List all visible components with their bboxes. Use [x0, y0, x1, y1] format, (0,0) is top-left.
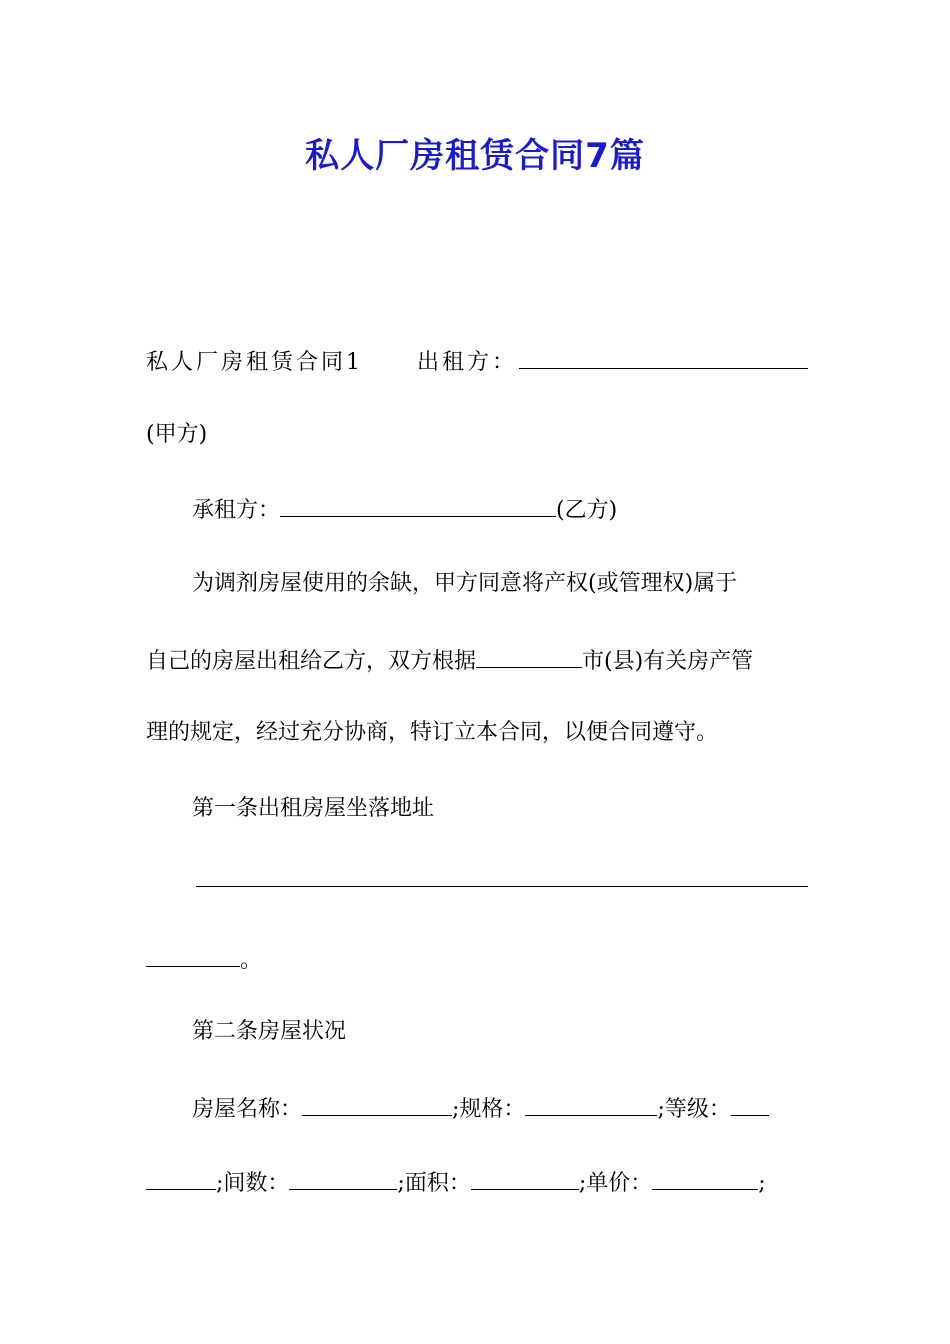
- address-blank-end: [146, 944, 240, 967]
- contract-heading-line: [146, 346, 808, 378]
- spec-blank: [525, 1093, 657, 1116]
- address-blank: [196, 864, 808, 887]
- house-name-blank: [302, 1093, 452, 1116]
- price-label: ;单价：: [578, 1171, 653, 1196]
- lessor-blank: [519, 346, 808, 369]
- lessee-label: 承租方：: [192, 498, 281, 523]
- spec-label: ;规格：: [452, 1097, 526, 1122]
- article-2-title: 第二条房屋状况: [192, 1019, 347, 1044]
- lessee-blank: [280, 494, 556, 517]
- grade-blank: [731, 1093, 769, 1116]
- rooms-label: ;间数：: [216, 1171, 290, 1196]
- paragraph-line: 自己的房屋出租给乙方，双方根据 市(县)有关房产管: [146, 645, 808, 677]
- rooms-blank: [289, 1167, 397, 1190]
- contract-heading: 私人厂房租赁合同1: [146, 350, 363, 375]
- house-name-label: 房屋名称：: [192, 1097, 303, 1122]
- address-blank-line: [146, 864, 808, 896]
- paragraph-line: 理的规定，经过充分协商，特订立本合同，以便合同遵守。: [146, 720, 719, 745]
- city-blank: [476, 645, 582, 668]
- article-1-title: 第一条出租房屋坐落地址: [192, 796, 435, 821]
- grade-label: ;等级：: [657, 1097, 731, 1122]
- house-info-line-2: ;间数： ;面积： ;单价： ;: [146, 1167, 808, 1199]
- party-b-note: (乙方): [556, 498, 618, 523]
- paragraph-line: 为调剂房屋使用的余缺，甲方同意将产权(或管理权)属于: [192, 571, 738, 596]
- area-blank: [471, 1167, 579, 1190]
- area-label: ;面积：: [397, 1171, 471, 1196]
- lessee-line: [146, 494, 854, 526]
- price-blank: [652, 1167, 758, 1190]
- party-a-note: (甲方): [146, 422, 208, 447]
- house-info-line-1: [146, 1093, 854, 1125]
- grade-blank-cont: [146, 1167, 216, 1190]
- document-title: 私人厂房租赁合同7篇: [305, 136, 645, 176]
- address-blank-end-line: 。: [146, 944, 808, 976]
- lessor-label: 出租方：: [417, 350, 518, 375]
